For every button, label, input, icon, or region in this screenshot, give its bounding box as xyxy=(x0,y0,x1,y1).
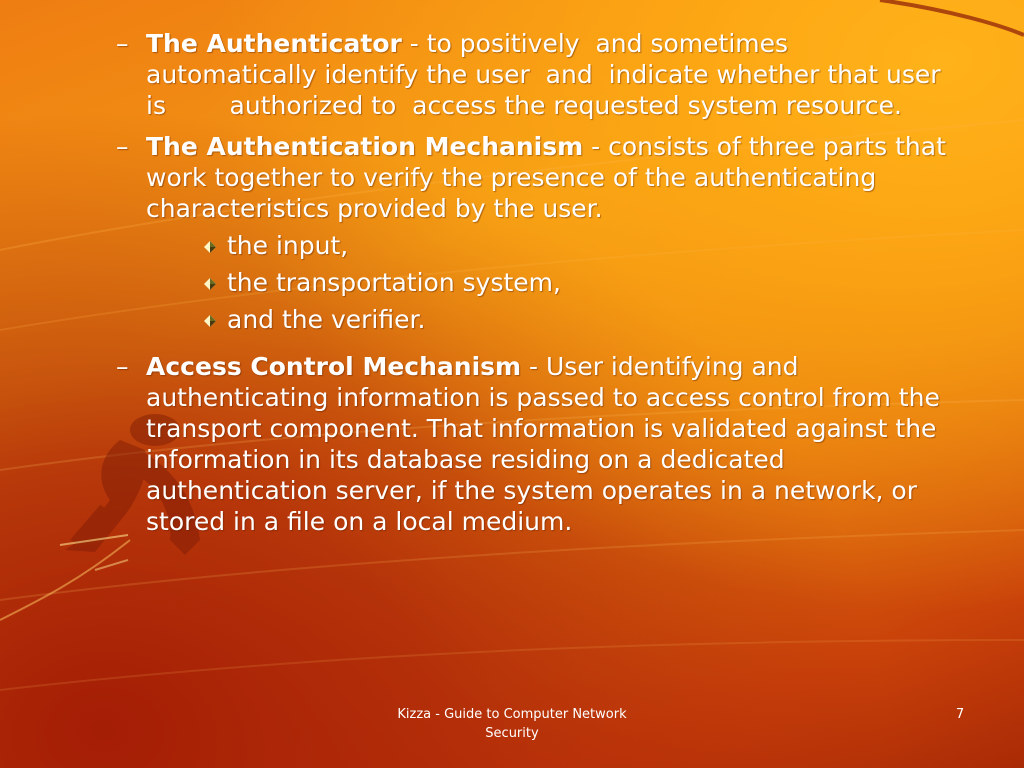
diamond-bullet-icon xyxy=(204,278,216,290)
bullet-authenticator xyxy=(110,28,950,121)
diamond-bullet-icon xyxy=(204,241,216,253)
definition-authenticator: - to positively and sometimes automatically identify the user and indicate whether that user is authorized to access the requested system resource. xyxy=(146,29,949,120)
term-access-control-mechanism: Access Control Mechanism xyxy=(146,352,522,381)
dash-marker: – xyxy=(116,132,129,161)
sub-item-input xyxy=(146,230,950,267)
definition-authentication-mechanism: - consists of three parts that work together to verify the presence of the authenticating characteristics provided by the user. xyxy=(146,132,946,223)
sub-item-label: the input, xyxy=(227,231,349,260)
term-authentication-mechanism: The Authentication Mechanism xyxy=(146,132,584,161)
bullet-access-control-mechanism xyxy=(110,351,950,537)
dash-marker: – xyxy=(116,352,129,381)
term-authenticator: The Authenticator xyxy=(146,29,402,58)
slide-footer: Kizza - Guide to Computer Network Security xyxy=(397,707,627,741)
definition-access-control-mechanism: - User identifying and authenticating information is passed to access control from the transport component. That information is validated against the information in its database residing on a dedicated authentication server, if the system operates in a network, or stored in a file on a local medium. xyxy=(146,352,940,536)
page-number: 7 xyxy=(955,707,965,722)
sub-item-verifier xyxy=(146,304,950,341)
sub-item-label: the transportation system, xyxy=(227,268,561,297)
sub-item-transportation xyxy=(146,267,950,304)
sub-item-label: and the verifier. xyxy=(227,305,426,334)
mechanism-parts-list xyxy=(146,230,950,341)
diamond-bullet-icon xyxy=(204,315,216,327)
bullet-authentication-mechanism xyxy=(110,131,950,341)
slide-body xyxy=(110,28,950,547)
dash-marker: – xyxy=(116,29,129,58)
